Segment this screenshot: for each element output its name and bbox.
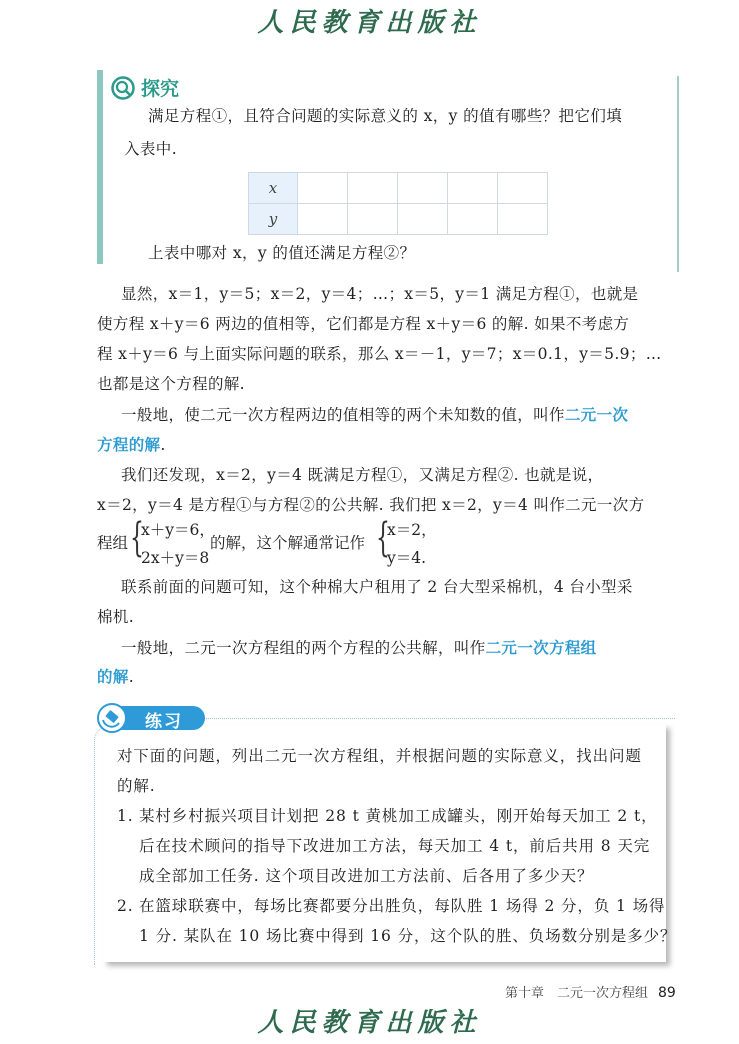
table-cell xyxy=(448,204,498,235)
sys-prefix: 程组 xyxy=(97,534,129,552)
definition-1 xyxy=(121,405,628,425)
page-footer xyxy=(505,982,676,1001)
row-label-y: y xyxy=(249,204,298,235)
item-number: 2. xyxy=(117,897,134,915)
publisher-logo-bottom: 人民教育出版社 xyxy=(257,1008,482,1038)
find-line-1: 我们还发现，x＝2，y＝4 既满足方程①，又满足方程②. 也就是说， xyxy=(121,466,604,484)
definition-2 xyxy=(121,638,597,658)
table-cell xyxy=(398,204,448,235)
item-line: 1 分. 某队在 10 场比赛中得到 16 分，这个队的胜、负场数分别是多少？ xyxy=(139,927,677,945)
xy-values-table xyxy=(248,172,548,235)
item-line: 后在技术顾问的指导下改进加工方法，每天加工 4 t，前后共用 8 天完 xyxy=(139,837,651,855)
definition-2-cont xyxy=(97,667,134,687)
def2-text: 一般地，二元一次方程组的两个方程的公共解，叫作 xyxy=(121,639,486,657)
practice-intro-cont: 的解. xyxy=(117,777,156,795)
table-cell xyxy=(298,204,348,235)
table-cell xyxy=(298,173,348,204)
body-line: 使方程 x＋y＝6 两边的值相等，它们都是方程 x＋y＝6 的解. 如果不考虑方 xyxy=(97,315,630,333)
item-line: 在篮球联赛中，每场比赛都要分出胜负，每队胜 1 场得 2 分，负 1 场得 xyxy=(139,897,666,915)
def1-term-cont: 方程的解 xyxy=(97,436,161,454)
practice-dotted-line xyxy=(200,718,675,719)
find-line-2: x＝2，y＝4 是方程①与方程②的公共解. 我们把 x＝2，y＝4 叫作二元一次方 xyxy=(97,496,645,514)
sys-eq-1: x＋y＝6， xyxy=(141,521,215,539)
def1-text: 一般地，使二元一次方程两边的值相等的两个未知数的值，叫作 xyxy=(121,406,565,424)
sol-eq-1: x＝2， xyxy=(387,521,437,539)
sol-eq-2: y＝4. xyxy=(387,549,427,567)
def2-term-cont: 的解 xyxy=(97,668,129,686)
explore-border-right xyxy=(677,76,679,272)
left-brace: { xyxy=(130,515,144,561)
table-cell xyxy=(348,173,398,204)
definition-1-cont xyxy=(97,435,166,455)
body-line: 也都是这个方程的解. xyxy=(97,375,245,393)
publisher-logo-top: 人民教育出版社 xyxy=(257,8,482,38)
table-cell xyxy=(498,173,548,204)
sys-eq-2: 2x＋y＝8 xyxy=(141,549,210,567)
sys-mid: 的解，这个解通常记作 xyxy=(210,534,366,552)
table-cell xyxy=(348,204,398,235)
explore-title: 探究 xyxy=(141,78,180,100)
explore-followup: 上表中哪对 x，y 的值还满足方程②？ xyxy=(148,244,416,262)
left-brace-solution: { xyxy=(376,515,390,561)
body-line: 程 x＋y＝6 与上面实际问题的联系，那么 x＝－1，y＝7；x＝0.1，y＝5.9；… xyxy=(97,345,662,363)
practice-badge xyxy=(101,706,205,730)
magnifier-icon xyxy=(111,76,135,100)
practice-intro: 对下面的问题，列出二元一次方程组，并根据问题的实际意义，找出问题 xyxy=(117,747,642,765)
def2-end: . xyxy=(128,668,134,686)
def1-end: . xyxy=(160,436,166,454)
item-number: 1. xyxy=(117,807,134,825)
def2-term: 二元一次方程组 xyxy=(485,639,597,657)
practice-card xyxy=(103,724,677,962)
table-row-y xyxy=(249,204,548,235)
item-line: 某村乡村振兴项目计划把 28 t 黄桃加工成罐头，刚开始每天加工 2 t， xyxy=(139,807,658,825)
body-line: 显然，x＝1，y＝5；x＝2，y＝4；…；x＝5，y＝1 满足方程①，也就是 xyxy=(121,285,639,303)
item-line: 成全部加工任务. 这个项目改进加工方法前、后各用了多少天？ xyxy=(139,867,594,885)
explore-header xyxy=(111,74,179,101)
chapter-title: 第十章 二元一次方程组 xyxy=(505,986,649,1001)
table-cell xyxy=(498,204,548,235)
link-line-1: 联系前面的问题可知，这个种棉大户租用了 2 台大型采棉机，4 台小型采 xyxy=(121,578,633,596)
table-cell xyxy=(398,173,448,204)
explore-question-cont: 入表中. xyxy=(124,140,178,158)
table-cell xyxy=(448,173,498,204)
row-label-x: x xyxy=(249,173,298,204)
practice-title: 练习 xyxy=(145,712,183,732)
def1-term: 二元一次 xyxy=(564,406,629,424)
pencil-icon xyxy=(97,703,127,733)
link-line-2: 棉机. xyxy=(97,608,134,626)
table-row-x xyxy=(249,173,548,204)
explore-question: 满足方程①，且符合问题的实际意义的 x，y 的值有哪些？把它们填 xyxy=(148,107,623,125)
page-number: 89 xyxy=(658,985,676,1001)
explore-box xyxy=(97,70,679,264)
